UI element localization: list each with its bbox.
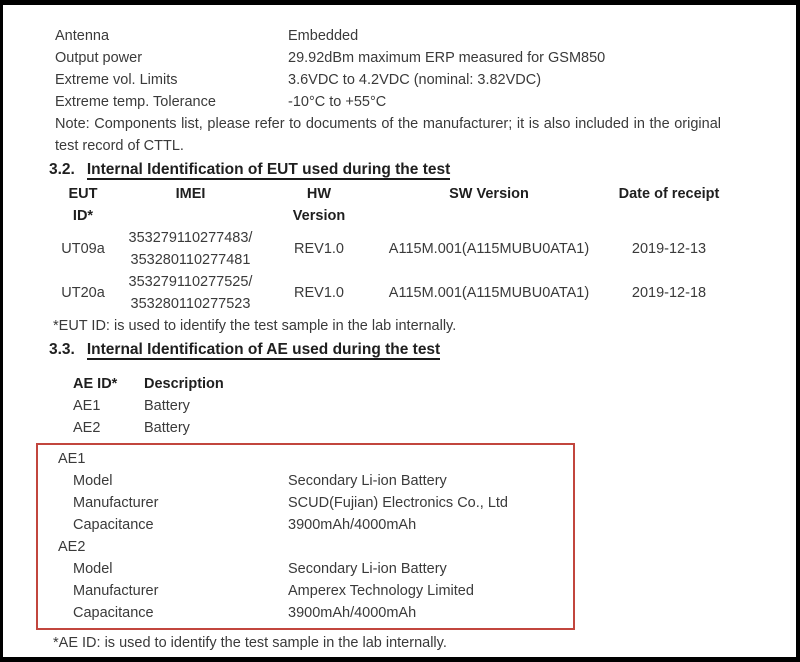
ae-detail-row-manufacturer [58, 580, 573, 602]
ae-detail-label: Manufacturer [73, 583, 159, 599]
ae-detail-label: Capacitance [73, 517, 154, 533]
imei-line: 353279110277525/ [128, 274, 253, 290]
ae-col-header-description: Description [144, 376, 224, 392]
imei-line: 353280110277523 [130, 296, 251, 312]
ae-detail-label: Model [73, 473, 113, 489]
imei-cell [113, 227, 268, 271]
section-number: 3.3. [49, 341, 75, 358]
eut-id-cell: UT20a [61, 285, 105, 301]
hw-version-cell: REV1.0 [294, 241, 344, 257]
header-line: Date of receipt [618, 186, 720, 202]
header-line: IMEI [175, 186, 206, 202]
ae-description-cell: Battery [144, 398, 190, 414]
eut-col-header-sw-version [370, 183, 608, 227]
eut-col-header-date-of-receipt [608, 183, 730, 227]
spec-row-antenna [55, 25, 796, 47]
spacer [55, 363, 796, 373]
spec-value: Embedded [288, 28, 359, 44]
ae-table [73, 373, 796, 439]
ae-details-highlight-box [36, 443, 575, 630]
spec-value: 29.92dBm maximum ERP measured for GSM850 [288, 50, 606, 66]
header-line: EUT [68, 186, 98, 202]
section-title: Internal Identification of EUT used during the test [86, 161, 451, 178]
ae-detail-label: Manufacturer [73, 495, 159, 511]
header-line: HW [306, 186, 332, 202]
page-content [3, 5, 796, 654]
section-heading-3-3 [49, 338, 796, 362]
imei-cell [113, 271, 268, 315]
imei-line: 353280110277481 [130, 252, 251, 268]
date-of-receipt-cell: 2019-12-18 [631, 285, 707, 301]
spec-value: -10°C to +55°C [288, 94, 387, 110]
date-of-receipt-cell: 2019-12-13 [631, 241, 707, 257]
spec-row-output-power [55, 47, 796, 69]
header-line: SW Version [449, 186, 529, 202]
hw-version-cell: REV1.0 [294, 285, 344, 301]
ae-detail-row-capacitance [58, 514, 573, 536]
section-number: 3.2. [49, 161, 75, 178]
eut-table [53, 183, 796, 315]
ae-detail-label: Capacitance [73, 605, 154, 621]
ae-detail-value: 3900mAh/4000mAh [288, 605, 417, 621]
ae-detail-row-model [58, 470, 573, 492]
section-heading-3-2 [49, 158, 796, 182]
eut-id-cell: UT09a [61, 241, 105, 257]
imei-line: 353279110277483/ [128, 230, 253, 246]
spec-value: 3.6VDC to 4.2VDC (nominal: 3.82VDC) [288, 72, 542, 88]
section-title: Internal Identification of AE used during the test [86, 341, 441, 358]
spec-label: Antenna [55, 28, 110, 44]
eut-col-header-hw-version [268, 183, 370, 227]
ae-description-cell: Battery [144, 420, 190, 436]
eut-col-header-imei [113, 183, 268, 227]
ae-detail-row-manufacturer [58, 492, 573, 514]
ae-detail-value: Secondary Li-ion Battery [288, 473, 447, 489]
spec-label: Output power [55, 50, 143, 66]
ae-id-cell: AE1 [73, 398, 101, 414]
ae-detail-value: Amperex Technology Limited [288, 583, 474, 599]
ae-detail-id: AE1 [58, 451, 86, 467]
ae-detail-value: 3900mAh/4000mAh [288, 517, 417, 533]
ae-detail-label: Model [73, 561, 113, 577]
eut-col-header-eut-id [53, 183, 113, 227]
ae-detail-row-capacitance [58, 602, 573, 624]
spec-row-extreme-temp-tolerance [55, 91, 796, 113]
header-line: Version [292, 208, 346, 224]
ae-col-header-ae-id: AE ID* [73, 376, 118, 392]
ae-detail-value: Secondary Li-ion Battery [288, 561, 447, 577]
components-note: Note: Components list, please refer to documents of the manufacturer; it is also included in the original test record of CTTL. [55, 116, 721, 154]
ae-detail-id: AE2 [58, 539, 86, 555]
spec-label: Extreme vol. Limits [55, 72, 178, 88]
ae-id-cell: AE2 [73, 420, 101, 436]
ae-detail-value: SCUD(Fujian) Electronics Co., Ltd [288, 495, 508, 511]
ae-footnote: *AE ID: is used to identify the test sample in the lab internally. [53, 635, 447, 651]
spec-row-extreme-vol-limits [55, 69, 796, 91]
spec-label: Extreme temp. Tolerance [55, 94, 216, 110]
sw-version-cell: A115M.001(A115MUBU0ATA1) [388, 241, 590, 257]
header-line: ID* [72, 208, 94, 224]
ae-detail-row-model [58, 558, 573, 580]
sw-version-cell: A115M.001(A115MUBU0ATA1) [388, 285, 590, 301]
eut-footnote: *EUT ID: is used to identify the test sample in the lab internally. [53, 318, 457, 334]
